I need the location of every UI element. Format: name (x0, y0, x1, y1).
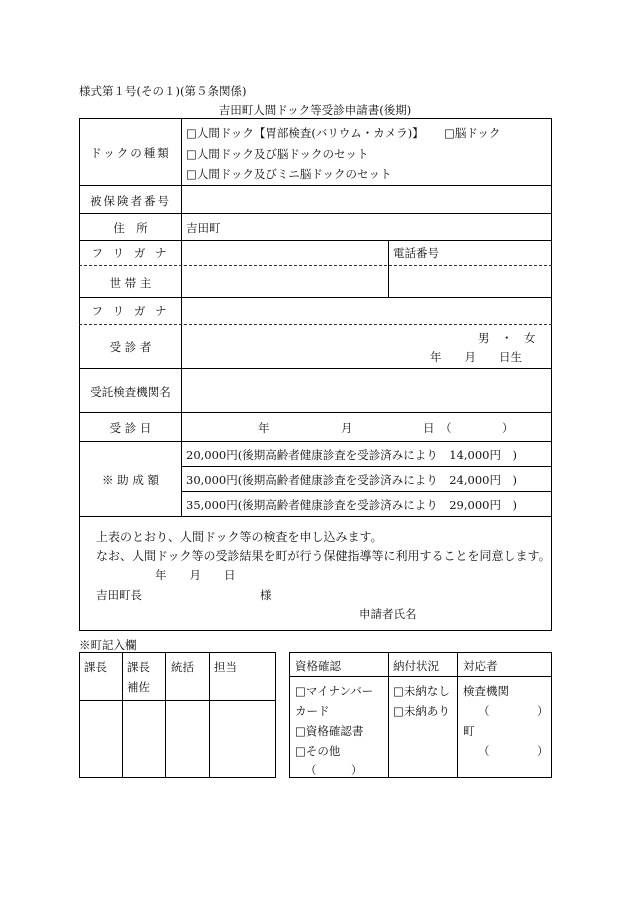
subsidy-row-1: 20,000円(後期高齢者健康診査を受診済みにより 14,000円 ) (186, 448, 517, 462)
subsidy-row-2: 30,000円(後期高齢者健康診査を受診済みにより 24,000円 ) (186, 473, 517, 487)
responder-town-paren-close: ） (537, 744, 549, 758)
responder-institution-paren-close: ） (537, 704, 549, 718)
approval-header-staff: 担当 (214, 660, 237, 674)
dock-option-human-mini-brain-set[interactable]: □人間ドック及びミニ脳ドックのセット (186, 167, 392, 181)
declaration-date[interactable]: 年 月 日 (155, 568, 236, 582)
declaration-addressee: 吉田町長 (96, 588, 142, 602)
furigana-head-label: フ リ ガ ナ (91, 246, 170, 260)
subsidy-label: ※ 助 成 額 (102, 473, 159, 487)
form-number: 様式第１号(その１)(第５条関係) (79, 84, 247, 98)
insured-number-label: 被保険者番号 (90, 194, 171, 208)
approval-header-supervisor: 統括 (171, 660, 194, 674)
qualification-other-paren: （ ） (305, 763, 363, 777)
exam-date-paren-close: ） (502, 421, 514, 435)
dock-option-human-brain-set[interactable]: □人間ドック及び脳ドックのセット (186, 147, 369, 161)
exam-date-paren-open: （ (440, 421, 452, 435)
responder-institution: 検査機関 (463, 684, 509, 698)
form-title: 吉田町人間ドック等受診申請書(後期) (218, 103, 412, 117)
exam-date-month: 月 (341, 421, 353, 435)
household-head-label: 世 帯 主 (109, 276, 152, 290)
dock-type-label: ドックの種類 (90, 146, 171, 160)
subsidy-row-3: 35,000円(後期高齢者健康診査を受診済みにより 29,000円 ) (186, 498, 517, 512)
office-use-label: ※町記入欄 (79, 638, 137, 652)
check-header-payment: 納付状況 (393, 659, 439, 673)
address-value[interactable]: 吉田町 (186, 221, 221, 235)
sex-field[interactable]: 男 ・ 女 (478, 331, 536, 345)
qualification-certificate[interactable]: □資格確認書 (295, 724, 364, 738)
furigana-examinee-label: フ リ ガ ナ (91, 304, 170, 318)
exam-date-label: 受 診 日 (109, 421, 152, 435)
declaration-line-1: 上表のとおり、人間ドック等の検査を申し込みます。 (96, 530, 383, 544)
exam-date-day: 日 (423, 421, 435, 435)
responder-town-paren-open: （ (478, 744, 490, 758)
check-header-responder: 対応者 (463, 659, 498, 673)
approval-header-deputy-2: 補佐 (127, 680, 150, 694)
responder-institution-paren-open: （ (478, 704, 490, 718)
responder-town: 町 (463, 724, 475, 738)
address-label: 住 所 (113, 221, 148, 235)
check-header-qualification: 資格確認 (295, 659, 341, 673)
qualification-mynumber[interactable]: □マイナンバー (295, 684, 374, 698)
institution-label: 受託検査機関名 (90, 385, 171, 399)
dock-option-human-dock[interactable]: □人間ドック【胃部検査(バリウム・カメラ)】 (186, 126, 424, 140)
applicant-name-label: 申請者氏名 (359, 607, 417, 621)
payment-none-unpaid[interactable]: □未納なし (393, 684, 450, 698)
exam-date-year: 年 (258, 421, 270, 435)
qualification-other[interactable]: □その他 (295, 744, 341, 758)
dock-option-brain-dock[interactable]: □脳ドック (444, 126, 501, 140)
examinee-label: 受 診 者 (109, 340, 152, 354)
birth-date-field[interactable]: 年 月 日生 (430, 350, 522, 364)
approval-header-deputy-1: 課長 (127, 660, 150, 674)
declaration-sama: 様 (260, 588, 272, 602)
payment-unpaid[interactable]: □未納あり (393, 704, 450, 718)
phone-label: 電話番号 (393, 246, 439, 260)
declaration-line-2: なお、人間ドック等の受診結果を町が行う保健指導等に利用することを同意します。 (96, 549, 551, 563)
approval-header-manager: 課長 (84, 660, 107, 674)
qualification-card: カード (295, 704, 330, 718)
